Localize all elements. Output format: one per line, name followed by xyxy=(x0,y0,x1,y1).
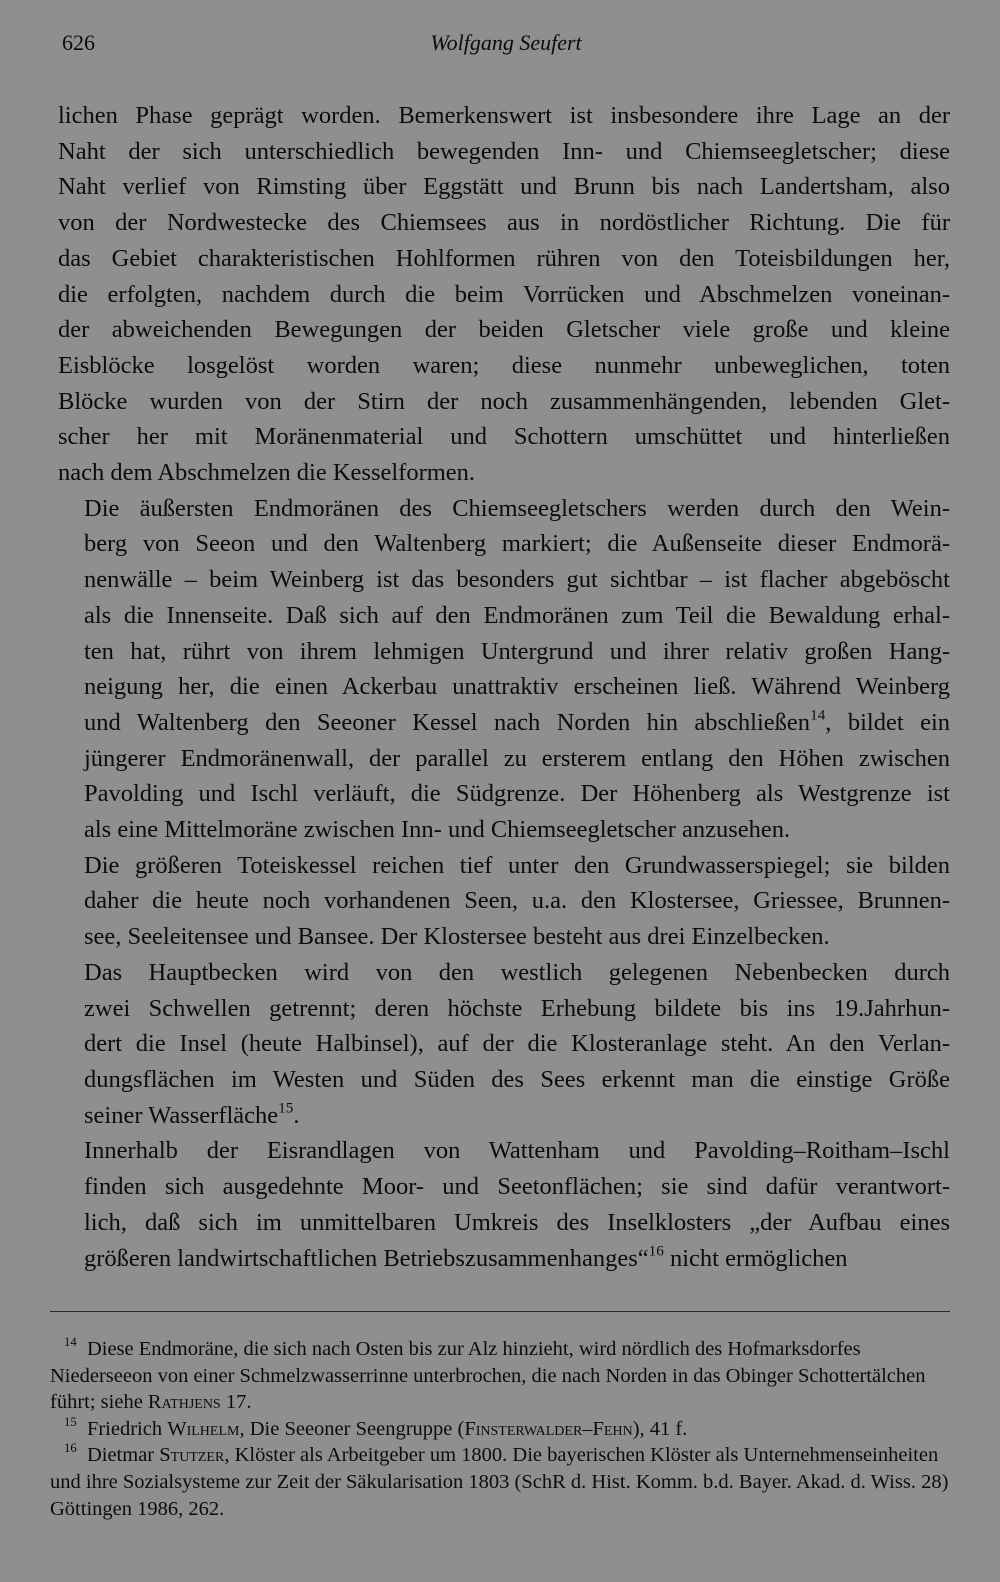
text-segment: . xyxy=(293,1101,300,1129)
text-line: von der Nordwestecke des Chiemsees aus in nordöstlicher Richtung. Die für xyxy=(58,209,950,237)
text-line: Naht verlief von Rimsting über Eggstätt und Brunn bis nach Landertsham, also xyxy=(58,173,950,201)
paragraph xyxy=(58,98,950,491)
footnote-text: ), 41 f. xyxy=(632,1417,688,1440)
text-line: berg von Seeon und den Waltenberg markiert; die Außenseite dieser Endmorä- xyxy=(84,530,950,558)
body-text xyxy=(58,98,950,1276)
text-line: jüngerer Endmoränenwall, der parallel zu ersterem entlang den Höhen zwischen xyxy=(84,744,950,772)
text-segment: , bildet ein xyxy=(825,708,951,736)
text-line: Die größeren Toteiskessel reichen tief unter den Grundwasserspiegel; sie bilden xyxy=(84,851,950,879)
text-line: die erfolgten, nachdem durch die beim Vorrücken und Abschmelzen voneinan- xyxy=(58,280,950,308)
text-line: Eisblöcke losgelöst worden waren; diese nunmehr unbeweglichen, toten xyxy=(58,351,950,379)
text-line: Pavolding und Ischl verläuft, die Südgrenze. Der Höhenberg als Westgrenze ist xyxy=(84,780,950,808)
footnote-reference[interactable]: 16 xyxy=(648,1241,664,1259)
paragraph xyxy=(58,955,950,1134)
paragraph xyxy=(58,848,950,955)
author-name: Finsterwalder–Fehn xyxy=(464,1417,633,1440)
footnote-14 xyxy=(50,1336,950,1416)
footnote-text: 17. xyxy=(220,1391,252,1414)
paragraph xyxy=(58,491,950,848)
text-line: nenwälle – beim Weinberg ist das besonders gut sichtbar – ist flacher abgeböscht xyxy=(84,566,950,594)
footnote-text: Friedrich xyxy=(86,1417,168,1440)
text-line: lichen Phase geprägt worden. Bemerkenswert ist insbesondere ihre Lage an der xyxy=(58,102,950,129)
text-line: der abweichenden Bewegungen der beiden Gletscher viele große und kleine xyxy=(58,316,950,344)
page-number: 626 xyxy=(62,30,95,55)
text-line: neigung her, die einen Ackerbau unattraktiv erscheinen ließ. Während Weinberg xyxy=(84,673,950,701)
text-line: Naht der sich unterschiedlich bewegenden Inn- und Chiemseegletscher; diese xyxy=(58,137,950,165)
text-line: scher her mit Moränenmaterial und Schottern umschüttet und hinterließen xyxy=(58,423,950,451)
page-header xyxy=(62,30,950,64)
footnote-separator xyxy=(50,1311,950,1312)
text-line: lich, daß sich im unmittelbaren Umkreis des Inselklosters „der Aufbau eines xyxy=(84,1208,950,1236)
text-line: das Gebiet charakteristischen Hohlformen rühren von den Toteisbildungen her, xyxy=(58,244,950,272)
text-line: Blöcke wurden von der Stirn der noch zusammenhängenden, lebenden Glet- xyxy=(58,387,950,415)
author-name: Stutzer xyxy=(159,1444,225,1467)
text-line: finden sich ausgedehnte Moor- und Seetonflächen; sie sind dafür verantwort- xyxy=(84,1173,950,1201)
footnote-reference[interactable]: 15 xyxy=(278,1099,294,1117)
text-line: ten hat, rührt von ihrem lehmigen Untergrund und ihrer relativ großen Hang- xyxy=(84,637,950,665)
text-line: dungsflächen im Westen und Süden des Sees erkennt man die einstige Größe xyxy=(84,1065,950,1093)
text-line xyxy=(58,1241,950,1277)
footnotes xyxy=(50,1336,950,1522)
author-name: Wilhelm xyxy=(167,1417,240,1440)
text-segment: und Waltenberg den Seeoner Kessel nach Norden hin abschließen xyxy=(84,708,811,736)
text-segment: nicht ermöglichen xyxy=(663,1244,848,1272)
text-line: Innerhalb der Eisrandlagen von Wattenham und Pavolding–Roitham–Ischl xyxy=(84,1137,950,1165)
footnote-number: 16 xyxy=(64,1441,77,1456)
footnote-text: Diese Endmoräne, die sich nach Osten bis zur Alz hinzieht, wird nördlich des Hofmarksdorfes Niederseeon von einer Schmelzwasserrinne unterbrochen, die nach Norden in das Obinger Schottertälchen führt; siehe xyxy=(50,1338,926,1414)
text-line xyxy=(58,705,950,741)
footnote-16 xyxy=(50,1442,950,1522)
text-line xyxy=(58,1098,950,1134)
footnote-number: 14 xyxy=(64,1335,77,1350)
footnote-text: , Die Seeoner Seengruppe ( xyxy=(239,1417,465,1440)
paragraph xyxy=(58,1133,950,1276)
text-line: dert die Insel (heute Halbinsel), auf der die Klosteranlage steht. An den Verlan- xyxy=(84,1030,950,1058)
text-line: zwei Schwellen getrennt; deren höchste Erhebung bildete bis ins 19.Jahrhun- xyxy=(84,994,950,1022)
text-line: Das Hauptbecken wird von den westlich gelegenen Nebenbecken durch xyxy=(84,958,950,986)
text-line: nach dem Abschmelzen die Kesselformen. xyxy=(58,459,476,487)
text-segment: größeren landwirtschaftlichen Betriebszusammenhanges“ xyxy=(84,1244,649,1272)
running-head: Wolfgang Seufert xyxy=(430,30,582,55)
footnote-text: , Klöster als Arbeitgeber um 1800. Die bayerischen Klöster als Unternehmenseinheiten und ihre Sozialsysteme zur Zeit der Säkularisation 1803 (SchR d. Hist. Komm. b.d. Bayer. Akad. d. Wiss. 28) Göttingen 1986, 262. xyxy=(50,1444,949,1520)
text-line: see, Seeleitensee und Bansee. Der Klostersee besteht aus drei Einzelbecken. xyxy=(84,923,830,951)
author-name: Rathjens xyxy=(147,1391,221,1414)
text-segment: seiner Wasserfläche xyxy=(84,1101,279,1129)
text-line: als die Innenseite. Daß sich auf den Endmoränen zum Teil die Bewaldung erhal- xyxy=(84,601,950,629)
text-line: als eine Mittelmoräne zwischen Inn- und Chiemseegletscher anzusehen. xyxy=(84,816,791,844)
text-line: daher die heute noch vorhandenen Seen, u.a. den Klostersee, Griessee, Brunnen- xyxy=(84,887,950,915)
footnote-number: 15 xyxy=(64,1414,77,1429)
footnote-reference[interactable]: 14 xyxy=(810,706,826,724)
footnote-15 xyxy=(50,1416,950,1443)
text-line: Die äußersten Endmoränen des Chiemseegletschers werden durch den Wein- xyxy=(84,494,950,522)
footnote-text: Dietmar xyxy=(86,1444,160,1467)
